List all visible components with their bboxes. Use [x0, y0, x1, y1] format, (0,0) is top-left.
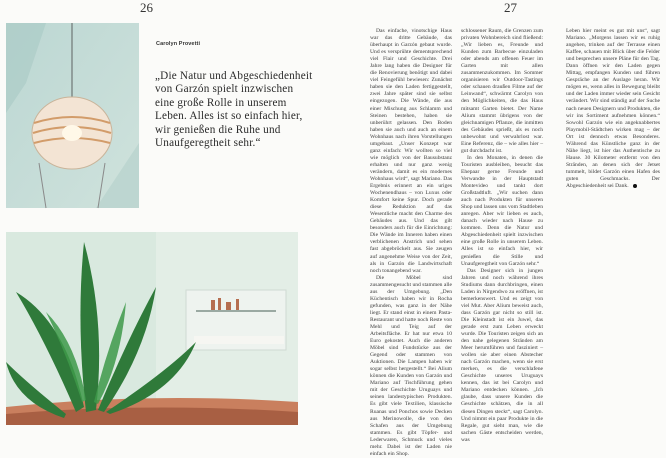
lamp-photo [6, 23, 139, 208]
paragraph [566, 28, 660, 190]
article-column-2 [461, 28, 543, 443]
author-credit: Carolyn Provetti [156, 41, 201, 47]
paragraph: Die Möbel sind zusammengesucht und stammen alle aus der Umgebung. „Den Küchentisch haben wir in Rocha gefunden, was ganz in der Nähe liegt. Er stand einst in einem Pasta-Restaurant und hatte noch Reste von Mehl und Teig auf der Arbeitsfläche. Er hat nur etwa 10 Euro gekostet. Auch die anderen Möbel sind Fundstücke aus der Gegend oder stammen von Auktionen. Die Lampen haben wir sogar selbst hergestellt.“ Bei Alium können die Kunden von Garzón und Mariano auf Tischführung gehen mit der Geschichte Uruguays und seinen landestypischen Produkten. Es gibt viele Textilien, klassische Ruanas und Ponchos sowie Decken aus Merinowolle, die von den Schafen aus der Umgebung stammen. Es gibt Töpfer- und Lederwaren, Schmuck und vieles mehr. Dabei ist der Laden nie einfach ein Shop. [370, 274, 452, 457]
paragraph: Das einfache, vinotschige Haus war das dritte Gebäude, das überhaupt in Garzón gebaut wurde. Und es versprühte dementsprechend viel Flair und Geschichte. Drei Jahre lang haben die Designer für die Renovierung benötigt und dabei viel Feingefühl bewiesen: Zunächst haben sie den Laden fertiggestellt, zwei Jahre später sind sie selbst eingezogen. Die Wände, die aus einer Mischung aus Schlamm und Steinen bestehen, haben sie unberührt gelassen. Den Boden haben sie auch und auch an einem Wohnhaus nach ihren Vorstellungen umgebaut. „Unser Konzept war ganz einfach: Wir wollten so viel wie möglich von der Bausubstanz erhalten und nur ganz wenig verändern, damit es ein modernes Wohnhaus wird“, sagt Mariano. Das Ergebnis erinnert an ein uriges Wochenendhaus – von Luxus oder Komfort keine Spur. Doch gerade diese Reduktion auf das Wesentliche macht den Charme des Gebäudes aus. Und das gilt besonders auch für die Einrichtung: Die Wände im Inneren haben einen verblichenen Anstrich und sehen fast abgebröckelt aus. Sie zeugen auf angenehme Weise von der Zeit, als in Garzón die Landwirtschaft noch tonangebend war. [370, 28, 452, 274]
page-number-left: 26 [140, 0, 153, 15]
paragraph: Das Designer sich in jungen Jahren und noch während ihres Studiums dann durchbringen, einen Laden in Nirgendwo zu eröffnen, ist bemerkenswert. Und es zeigt von viel Mut. Aber Alium beweist auch, dass Garzón gar nicht so still ist. Die Kleinstadt ist ein Juwel, das gerade erst zum Leben erweckt wurde. Die Touristen zeigen sich an den nahe gelegenen Stränden am Meer herumführen und fasziniert – wollen sie aber einen Abstecher nach Garzón machen, wenn sie erst merken, es die verschlafene Geschichte unseres Uruguays kennen, das ist bei Carolyn und Mariano entdecken können. „Ich glaube, dass unsere Kunden die Geschichte schätzen, die in all diesen Dingen steckt“, sagt Carolyn. Und nimmt ein paar Produkte in die Regale, gut sieht man, wie die sachen Gäste entscheiden werden, was [461, 267, 543, 443]
end-of-article-icon [633, 184, 637, 188]
paragraph: In den Monaten, in denen die Touristen ausbleiben, besucht das Ehepaar gerne Freunde und Verwandte in der Hauptstadt Montevideo und tankt dort Großstadtluft. „Wir suchen dann auch nach Produkten für unseren Shop und lassen uns vom Stadtleben anregen. Aber wir lieben es auch, danach wieder nach Hause zu kommen. Denn die Natur und Abgeschiedenheit spielt inzwischen eine große Rolle in unserem Leben. Alles ist so einfach hier, wir genießen die Stille und Unaufgeregtheit von Garzón sehr.“ [461, 154, 543, 267]
paragraph: schlossener Raum, die Grenzen zum privaten Wohnbereich sind fließend: „Wir lieben es, Freunde und Kunden zum Barbecue einzuladen oder abends am offenen Feuer im Garten mit allen zusammenzukommen. Im Sommer organisieren wir Outdoor-Tastings oder schauen draußen Filme auf der Leinwand“, schwärmt Carolyn von den Möglichkeiten, die das Haus mitsamt Garten bietet. Der Name Alium stammt übrigens von der gleichnamigen Pflanze, die inmitten des Gebäudes sprießt, als es noch unbewohnt und verwahrlost war. Eine Referenz, die – wie alles hier – gut durchdacht ist. [461, 28, 543, 154]
article-column-3 [566, 28, 660, 193]
paragraph-text: Leben hier meint es gut mit uns“, sagt Mariano. „Morgens lassen wir es ruhig angehen, trinken auf der Terrasse einen Kaffee, schauen mit Blick über die Felder und besprechen unsere Pläne für den Tag. Dann öffnen wir den Laden gegen Mittag, empfangen Kunden und führen Gespräche an der Auslage heran. Wir mögen es, wenn alles in Bewegung bleibt und der Laden immer wieder sein Gesicht verändert. Wir sind ständig auf der Suche nach neuen Designern und Produkten, die wir ins Sortiment aufnehmen können.“ Sowohl Garzón wie ein angeknabbertes Playmobil-Städtchen wirken mag – der Ort ist dennoch etwas Besonderes. Während das Künstliche ganz in der Nähe liegt, ist hier das Authentische zu Hause. 30 Kilometer entfernt von den Stränden, an denen sich der Jetset tummelt, bildet Garzón einen Hafen des guten Geschmacks. Der Abgeschiedenheit sei Dank. [566, 28, 660, 190]
pull-quote: „Die Natur und Abgeschiedenheit von Garzón spielt inzwischen eine große Rolle in unserem Leben. Alles ist so einfach hier, wir genießen die Ruhe und Unaufgeregtheit sehr.“ [155, 70, 313, 150]
article-column-1 [370, 28, 452, 457]
page-number-right: 27 [504, 0, 517, 15]
plant-photo [6, 232, 298, 425]
